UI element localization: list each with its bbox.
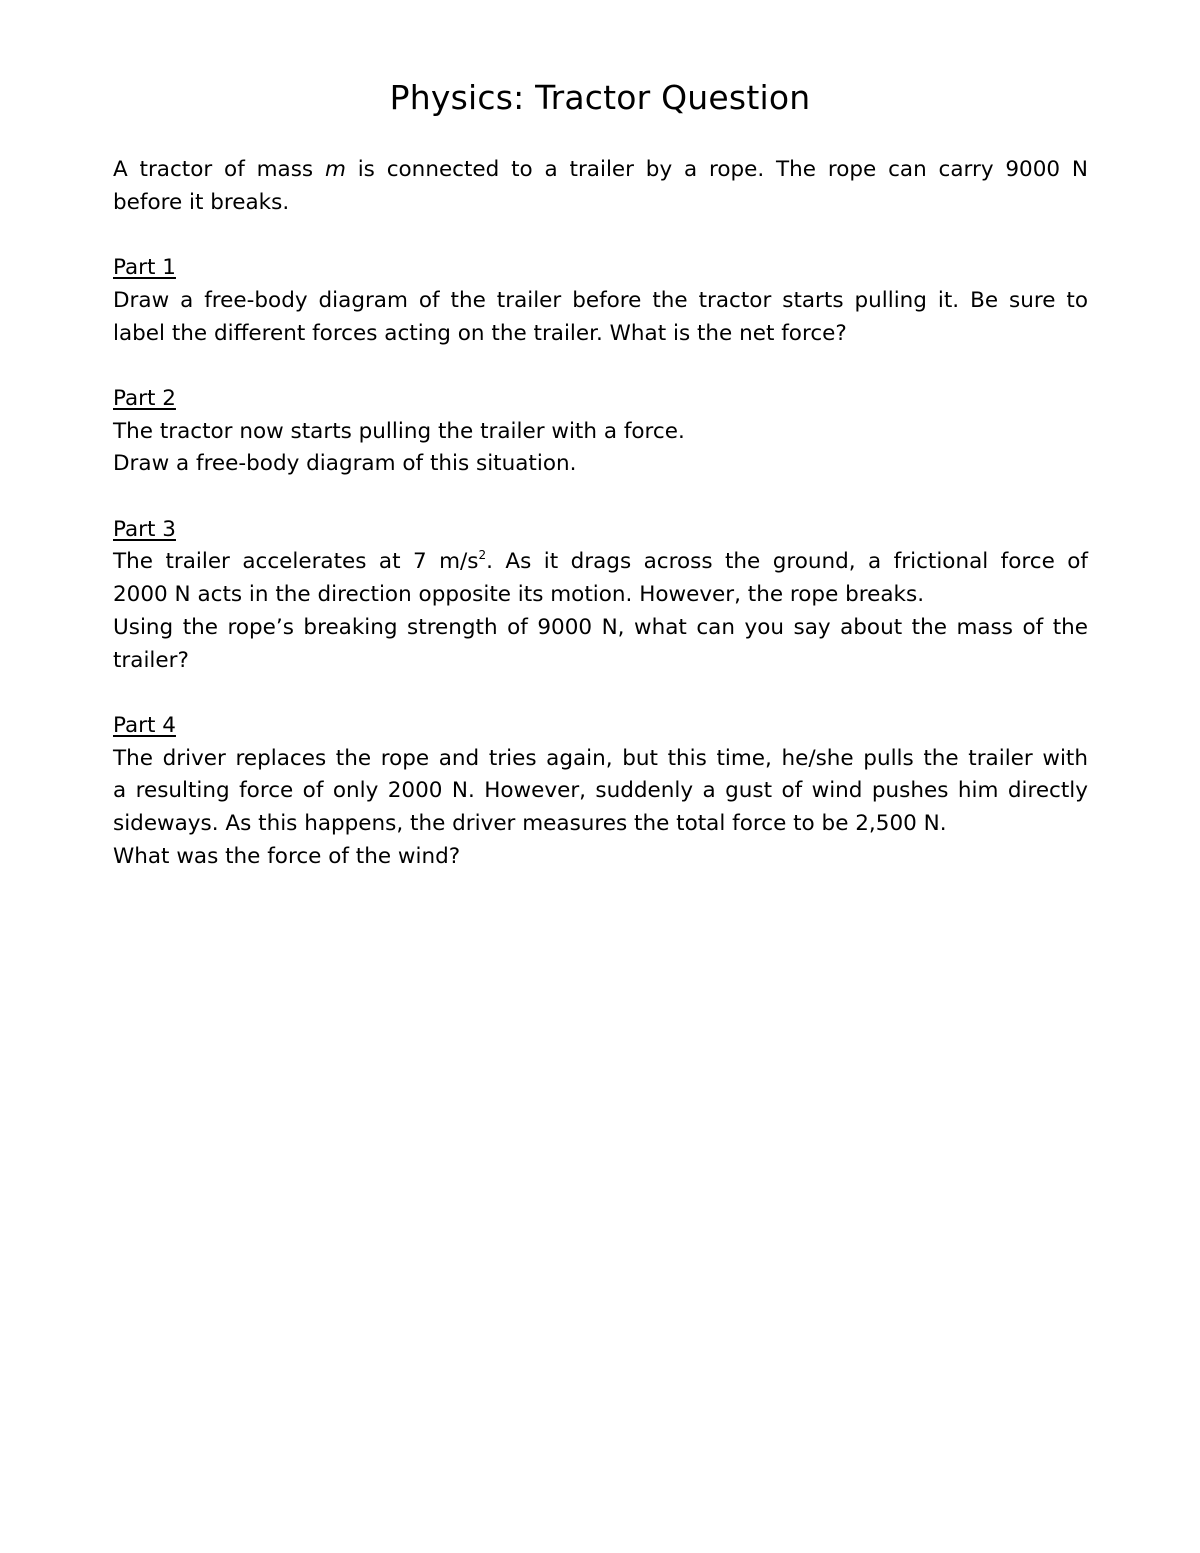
part1-heading: Part 1 <box>113 255 176 281</box>
part2-line-1: The tractor now starts pulling the trailer with a force. <box>113 418 685 444</box>
part1-line-1: Draw a free-body diagram of the trailer before the tractor starts pulling it. Be sure to <box>113 287 1088 313</box>
exponent-superscript: 2 <box>478 548 487 563</box>
part3-line-2: 2000 N acts in the direction opposite its motion. However, the rope breaks. <box>113 582 925 608</box>
page-title: Physics: Tractor Question <box>389 78 811 117</box>
part2-section <box>113 383 1088 481</box>
mass-symbol: m <box>324 157 346 182</box>
part2-line-2: Draw a free-body diagram of this situation. <box>113 451 577 477</box>
part3-line-1 <box>113 546 1088 579</box>
part2-heading: Part 2 <box>113 385 176 411</box>
intro-paragraph <box>113 154 1088 219</box>
part3-line-3: Using the rope’s breaking strength of 9000 N, what can you say about the mass of the <box>113 614 1088 640</box>
part4-line-3: sideways. As this happens, the driver measures the total force to be 2,500 N. <box>113 811 947 836</box>
part1-section <box>113 252 1088 350</box>
part3-heading: Part 3 <box>113 516 176 542</box>
part1-line-2: label the different forces acting on the trailer. What is the net force? <box>113 320 847 346</box>
part4-heading: Part 4 <box>113 712 176 738</box>
part3-section <box>113 514 1088 678</box>
intro-text-a: A tractor of mass <box>113 157 325 182</box>
part4-line-2: a resulting force of only 2000 N. However, suddenly a gust of wind pushes him directly <box>113 778 1088 804</box>
document-body <box>113 154 1088 906</box>
intro-line-2: before it breaks. <box>113 189 290 215</box>
intro-text-b: is connected to a trailer by a rope. The rope can carry 9000 N <box>345 157 1088 182</box>
part3-line-4: trailer? <box>113 647 189 673</box>
intro-line-1 <box>113 154 1088 187</box>
part4-section <box>113 710 1088 874</box>
part4-line-4: What was the force of the wind? <box>113 843 461 869</box>
part3-text-b: . As it drags across the ground, a frictional force of <box>486 549 1088 575</box>
part3-text-a: The trailer accelerates at 7 m/s <box>113 549 479 575</box>
part4-line-1: The driver replaces the rope and tries again, but this time, he/she pulls the trailer with <box>113 745 1088 771</box>
